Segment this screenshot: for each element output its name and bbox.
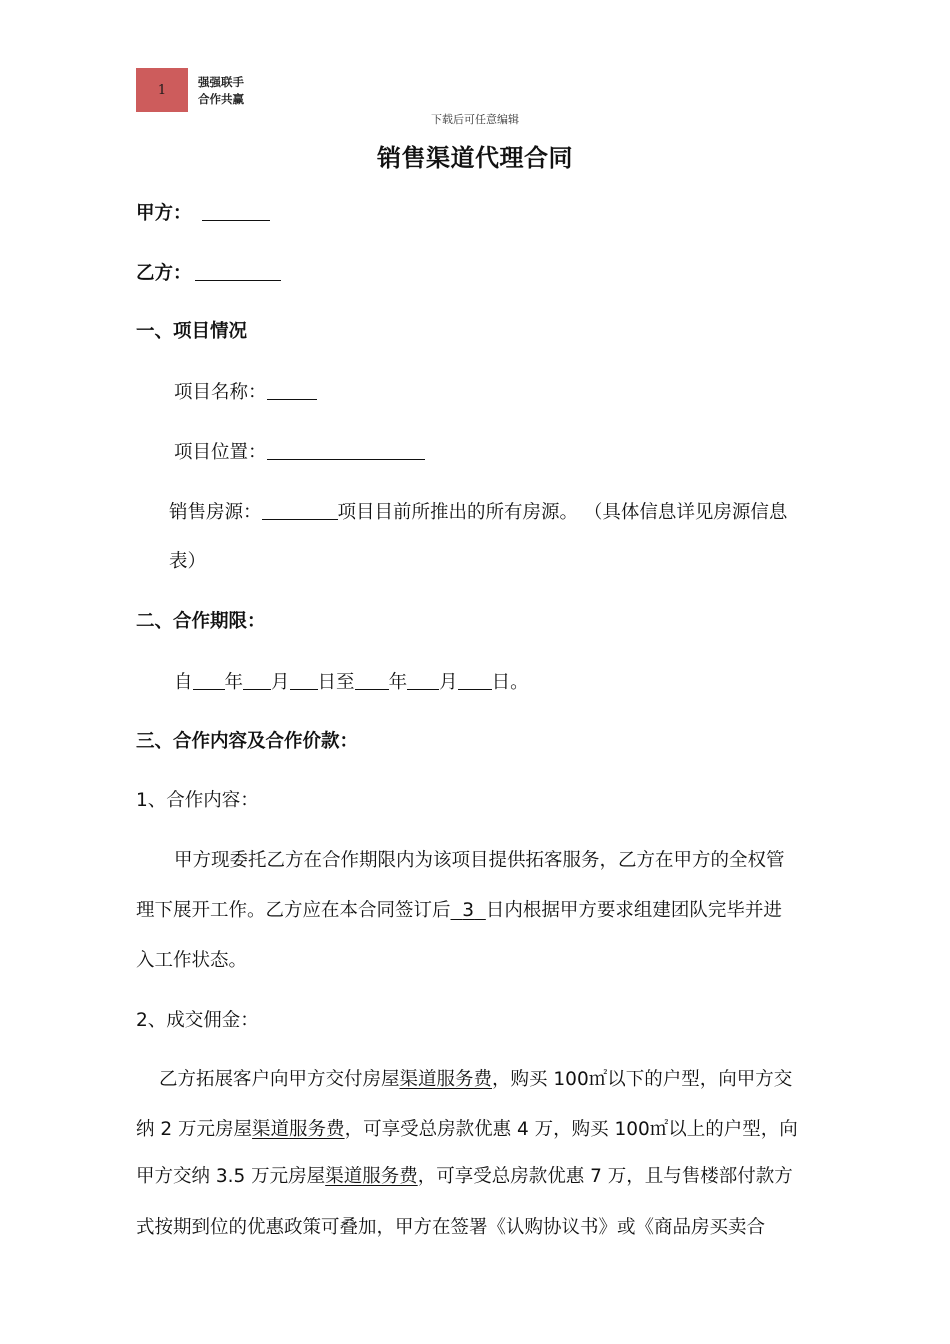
project-name-label: 项目名称： [174,382,267,403]
document-title: 销售渠道代理合同 [377,144,573,172]
term-year1: 年 [224,672,244,693]
fee-p3-a: 甲方交纳 3.5 万元房屋 [136,1166,326,1187]
party-b-blank [195,260,281,281]
start-month-blank [243,669,271,690]
sales-source-blank [262,499,338,520]
project-location-blank [267,439,425,460]
item1-days [451,900,486,921]
fee-p3-b: ，可享受总房款优惠 7 万，且与售楼部付款方 [417,1166,793,1187]
party-a-line [136,200,270,227]
sales-source-continuation: 表） [169,551,207,572]
term-month2: 月 [439,672,458,693]
fee-p1-a: 乙方拓展客户向甲方交付房屋 [159,1069,400,1090]
start-year-blank [193,669,225,690]
fee-para-line-1 [159,1067,792,1093]
item1-line-2-b: 日内根据甲方要求组建团队完毕并进 [485,900,782,921]
term-day-end: 日。 [491,672,529,693]
logo-slogan [198,74,244,108]
page-number: 1 [157,82,167,98]
start-day-blank [290,669,318,690]
section1-heading: 一、项目情况 [136,321,248,342]
item1-heading: 1、合作内容： [136,790,259,811]
project-name-line [174,379,317,406]
fee-p1-b: ，购买 100㎡以下的户型，向甲方交 [492,1069,793,1090]
item1-line-2 [136,898,782,924]
end-year-blank [355,669,389,690]
end-month-blank [407,669,439,690]
party-a-label: 甲方： [136,203,192,224]
term-day-to: 日至 [317,672,355,693]
fee-p2-b: ，可享受总房款优惠 4 万，购买 100㎡以上的户型，向 [344,1119,798,1140]
term-line [174,669,529,696]
logo-line-1: 强强联手 [198,75,244,89]
project-location-line [174,439,425,466]
item1-line-3: 入工作状态。 [136,950,248,971]
item1-line-2-a: 理下展开工作。乙方应在本合同签订后 [136,900,451,921]
fee-term: 渠道服务费 [325,1166,418,1187]
fee-para-line-4: 式按期到位的优惠政策可叠加，甲方在签署《认购协议书》或《商品房买卖合 [136,1217,766,1238]
fee-p2-a: 纳 2 万元房屋 [136,1119,253,1140]
term-month1: 月 [271,672,290,693]
fee-para-line-3 [136,1164,793,1190]
fee-term: 渠道服务费 [399,1069,493,1090]
sales-source-label: 销售房源： [169,502,262,523]
logo-line-2: 合作共赢 [198,92,244,106]
fee-para-line-2 [136,1117,798,1143]
page-number-badge [136,68,188,112]
end-day-blank [458,669,492,690]
term-from: 自 [174,672,193,693]
fee-term: 渠道服务费 [252,1119,345,1140]
project-name-blank [267,379,317,400]
item1-days-value: 3 [462,900,475,921]
download-note: 下载后可任意编辑 [431,113,519,126]
sales-source-text: 项目目前所推出的所有房源。 （具体信息详见房源信息 [337,502,788,523]
sales-source-line [169,499,787,526]
party-b-label: 乙方： [136,263,192,284]
section2-heading: 二、合作期限： [136,611,266,632]
term-year2: 年 [388,672,408,693]
party-a-blank [202,200,270,221]
party-b-line [136,260,281,287]
item2-heading: 2、成交佣金： [136,1010,259,1031]
section3-heading: 三、合作内容及合作价款： [136,731,359,752]
item1-line-1: 甲方现委托乙方在合作期限内为该项目提供拓客服务，乙方在甲方的全权管 [174,850,785,871]
project-location-label: 项目位置： [174,442,267,463]
